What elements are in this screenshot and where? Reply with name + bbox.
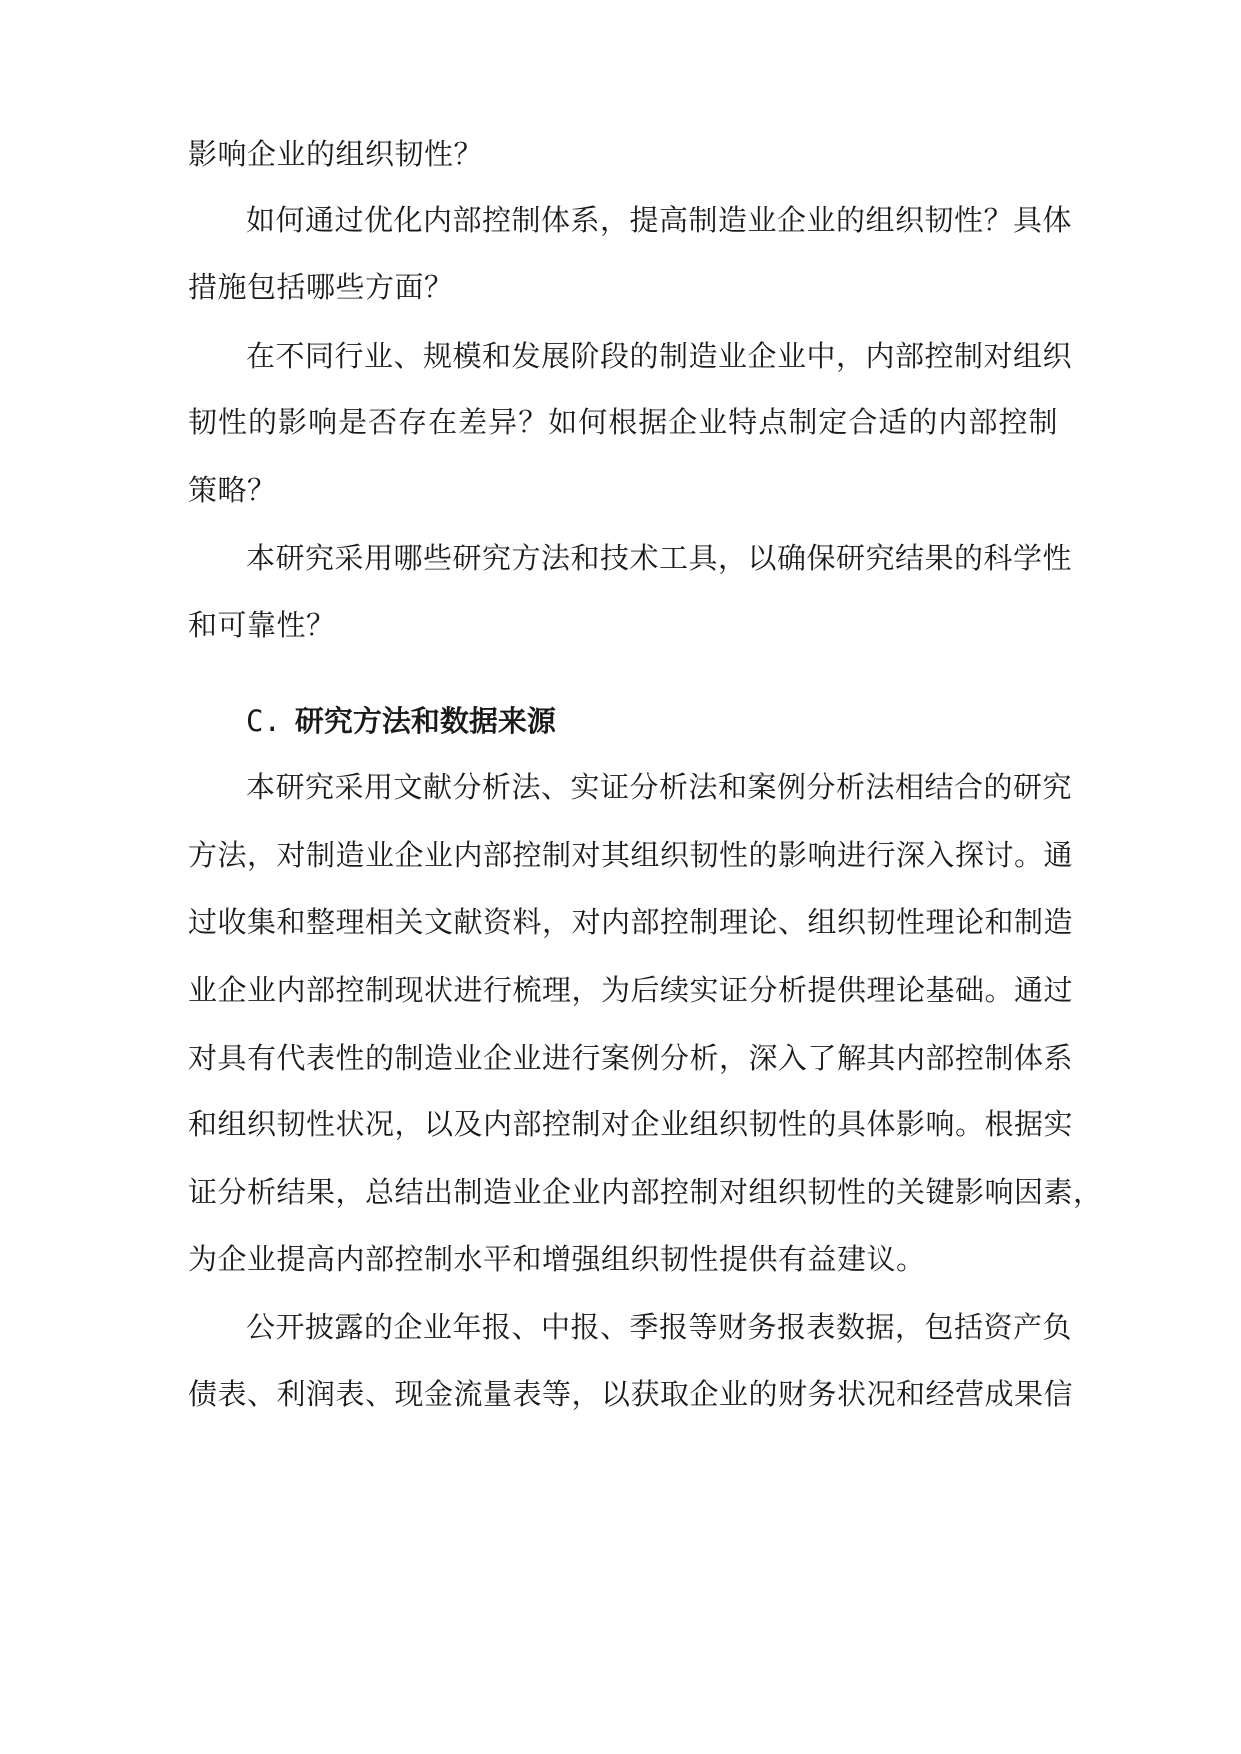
- text-line: 业企业内部控制现状进行梳理，为后续实证分析提供理论基础。通过: [188, 973, 1074, 1007]
- text-line: 韧性的影响是否存在差异？如何根据企业特点制定合适的内部控制: [188, 405, 1058, 439]
- text-line: 如何通过优化内部控制体系，提高制造业企业的组织韧性？具体: [246, 203, 1073, 237]
- text-line: 本研究采用文献分析法、实证分析法和案例分析法相结合的研究: [246, 770, 1073, 804]
- text-line: 在不同行业、规模和发展阶段的制造业企业中，内部控制对组织: [246, 339, 1073, 373]
- text-line: 和可靠性？: [188, 608, 336, 642]
- section-heading: [246, 701, 556, 741]
- text-line: 债表、利润表、现金流量表等，以获取企业的财务状况和经营成果信: [188, 1377, 1074, 1411]
- text-line: 过收集和整理相关文献资料，对内部控制理论、组织韧性理论和制造: [188, 905, 1074, 939]
- text-line: 本研究采用哪些研究方法和技术工具，以确保研究结果的科学性: [246, 541, 1073, 575]
- text-line: 影响企业的组织韧性？: [188, 137, 484, 171]
- text-line: 对具有代表性的制造业企业进行案例分析，深入了解其内部控制体系: [188, 1041, 1074, 1075]
- text-line: 措施包括哪些方面？: [188, 270, 454, 304]
- text-line: 方法，对制造业企业内部控制对其组织韧性的影响进行深入探讨。通: [188, 838, 1074, 872]
- text-line: 公开披露的企业年报、中报、季报等财务报表数据，包括资产负: [246, 1310, 1073, 1344]
- text-line: 策略？: [188, 473, 277, 507]
- text-line: 为企业提高内部控制水平和增强组织韧性提供有益建议。: [188, 1242, 926, 1276]
- text-line: 和组织韧性状况，以及内部控制对企业组织韧性的具体影响。根据实: [188, 1107, 1074, 1141]
- section-number: C.: [246, 704, 281, 738]
- text-line: 证分析结果，总结出制造业企业内部控制对组织韧性的关键影响因素，: [188, 1175, 1103, 1209]
- section-title: 研究方法和数据来源: [294, 704, 556, 738]
